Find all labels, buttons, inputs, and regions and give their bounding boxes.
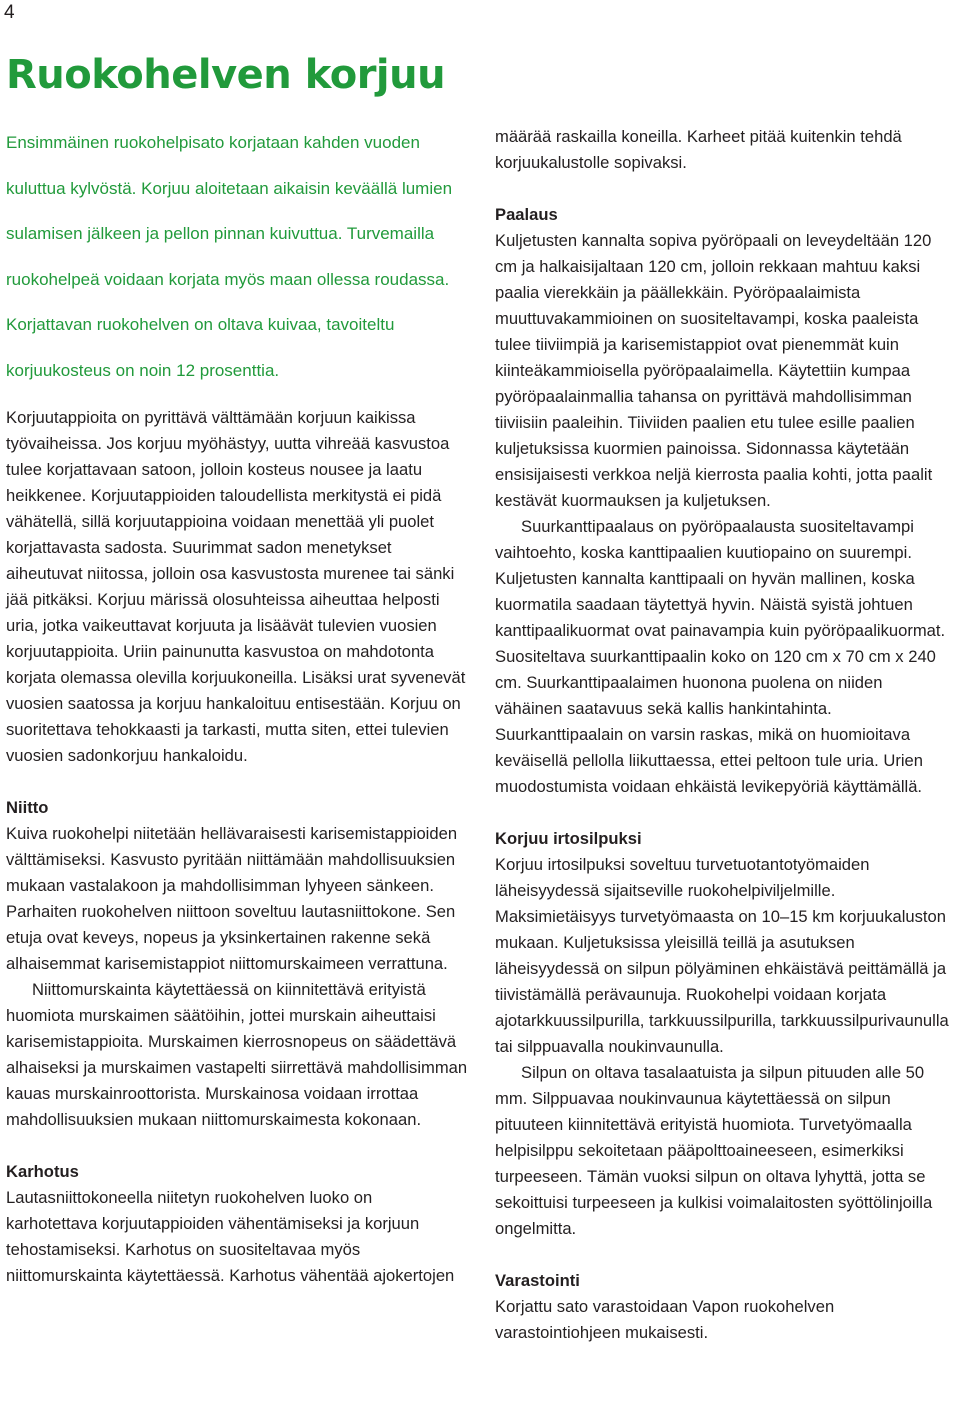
section-heading-irtosilpuksi: Korjuu irtosilpuksi	[495, 829, 642, 848]
section-heading-varastointi: Varastointi	[495, 1271, 580, 1290]
page-title: Ruokohelven korjuu	[6, 52, 446, 98]
lead-paragraph: Ensimmäinen ruokohelpisato korjataan kahden vuoden kuluttua kylvöstä. Korjuu aloitetaan aikaisin keväällä lumien sulamisen jälkeen ja pellon pinnan kuivuttua. Turvemailla ruokohelpeä voidaan korjata myös maan ollessa roudassa. Korjattavan ruokohelven on oltava kuivaa, tavoiteltu korjuukosteus on noin 12 prosenttia.	[6, 133, 453, 380]
irtosilpuksi-paragraph-1: Korjuu irtosilpuksi soveltuu turvetuotantotyömaiden läheisyydessä sijaitseville ruokohelpiviljelmille. Maksimietäisyys turvetyömaasta on 10–15 km korjuukaluston mukaan. Kuljetuksissa yleisillä teillä ja asutuksen läheisyydessä on silpun pölyäminen ehkäistävä peittämällä ja tiivistämällä perävaunuja. Ruokohelpi voidaan korjata ajotarkkuussilpurilla, tarkkuussilpurilla, tarkkuussilpurivaunulla tai silppuavalla noukinvaunulla.	[495, 855, 949, 1056]
left-column	[6, 120, 468, 1289]
section-heading-karhotus: Karhotus	[6, 1162, 79, 1181]
continuation-paragraph: määrää raskailla koneilla. Karheet pitää kuitenkin tehdä korjuukalustolle sopivaksi.	[495, 127, 902, 172]
section-heading-paalaus: Paalaus	[495, 205, 558, 224]
section-heading-niitto: Niitto	[6, 798, 49, 817]
page-number: 4	[4, 2, 15, 23]
paalaus-paragraph-1: Kuljetusten kannalta sopiva pyöröpaali on leveydeltään 120 cm ja halkaisijaltaan 120 cm, jolloin rekkaan mahtuu kaksi paalia vierekkäin ja päällekkäin. Pyöröpaalaimista muuttuvakammioinen on suositeltavampi, koska paaleista tulee tiiviimpiä ja karisemistappiot ovat pienemmät kuin kiinteäkammioisella pyöröpaalaimella. Käytettiin kumpaa pyöröpaalainmallia tahansa on pyrittävä mahdollisimman tiiviisiin paaleihin. Tiiviiden paalien etu tulee esille paalien kuljetuksissa kuormien painoissa. Sidonnassa käytetään ensisijaisesti verkkoa neljä kierrosta paalia kohti, jotta paalit kestävät kuormauksen ja kuljetuksen.	[495, 231, 933, 510]
niitto-paragraph-2: Niittomurskainta käytettäessä on kiinnitettävä erityistä huomiota murskaimen säätöihin, jottei murskain aiheuttaisi karisemistappioita. Murskaimen kierrosnopeus on säädettävä alhaiseksi ja murskaimen vastapelti siirrettävä mahdollisimman kauas murskainroottorista. Murskainosa voidaan irrottaa mahdollisuuksien mukaan niittomurskaimesta kokonaan.	[6, 980, 468, 1129]
karhotus-paragraph-1: Lautasniittokoneella niitetyn ruokohelven luoko on karhotettava korjuutappioiden vähentämiseksi ja korjuun tehostamiseksi. Karhotus on suositeltavaa myös niittomurskainta käytettäessä. Karhotus vähentää ajokertojen	[6, 1188, 455, 1285]
right-column	[495, 124, 951, 1346]
niitto-paragraph-1: Kuiva ruokohelpi niitetään hellävaraisesti karisemistappioiden välttämiseksi. Kasvusto pyritään niittämään mahdollisuuksien mukaan vastalakoon ja mahdollisimman lyhyeen sänkeen. Parhaiten ruokohelven niittoon soveltuu lautasniittokone. Sen etuja ovat keveys, nopeus ja yksinkertainen rakenne sekä alhaisemmat karisemistappiot niittomurskaimeen verrattuna.	[6, 824, 458, 973]
intro-paragraph: Korjuutappioita on pyrittävä välttämään korjuun kaikissa työvaiheissa. Jos korjuu myöhästyy, uutta vihreää kasvustoa tulee korjattavaan satoon, jolloin kosteus nousee ja laatu heikkenee. Korjuutappioiden taloudellista merkitystä ei pidä vähätellä, sillä korjuutappioina voidaan menettää yli puolet korjattavasta sadosta. Suurimmat sadon menetykset aiheutuvat niitossa, jolloin osa kasvustosta murenee tai sänki jää pitkäksi. Korjuu märissä olosuhteissa aiheuttaa helposti uria, jotka vaikeuttavat korjuuta ja lisäävät tulevien vuosien korjuutappioita. Uriin painunutta kasvustoa on mahdotonta korjata olemassa olevilla korjuukoneilla. Lisäksi urat syvenevät vuosien saatossa ja korjuu hankaloituu entisestään. Korjuu on suoritettava tehokkaasti ja tarkasti, mutta siten, ettei tulevien vuosien sadonkorjuu hankaloidu.	[6, 408, 466, 765]
paalaus-paragraph-2: Suurkanttipaalaus on pyöröpaalausta suositeltavampi vaihtoehto, koska kanttipaalien kuutiopaino on suurempi. Kuljetusten kannalta kanttipaali on hyvän mallinen, koska kuormatila saadaan täytettyä hyvin. Näistä syistä johtuen kanttipaalikuormat ovat painavampia kuin pyöröpaalikuormat. Suositeltava suurkanttipaalin koko on 120 cm x 70 cm x 240 cm. Suurkanttipaalaimen huonona puolena on niiden vähäinen saatavuus sekä kallis hankintahinta. Suurkanttipaalain on varsin raskas, mikä on huomioitava keväisellä pellolla liikuttaessa, ettei peltoon tule uria. Urien muodostumista voidaan ehkäistä levikepyöriä käyttämällä.	[495, 517, 946, 796]
varastointi-paragraph-1: Korjattu sato varastoidaan Vapon ruokohelven varastointiohjeen mukaisesti.	[495, 1297, 835, 1342]
irtosilpuksi-paragraph-2: Silpun on oltava tasalaatuista ja silpun pituuden alle 50 mm. Silppuavaa noukinvaunua käytettäessä on silpun pituuteen kiinnitettävä erityistä huomiota. Turvetyömaalla helpisilppu sekoitetaan pääpolttoaineeseen, esimerkiksi turpeeseen. Tämän vuoksi silpun on oltava lyhyttä, jotta se sekoittuisi turpeeseen ja kulkisi voimalaitosten syöttölinjoilla ongelmitta.	[495, 1063, 933, 1238]
